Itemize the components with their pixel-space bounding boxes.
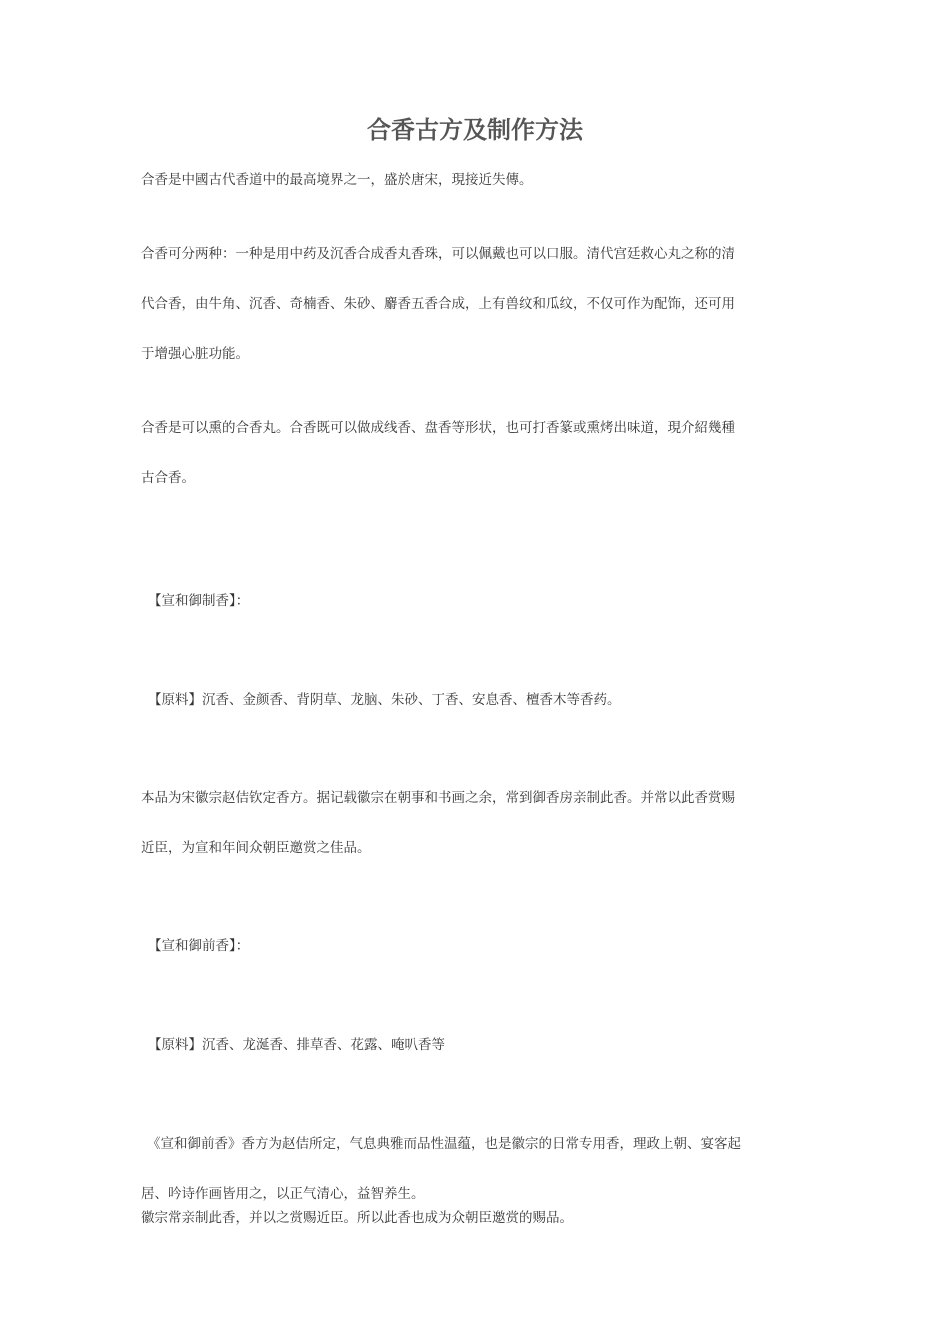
section-desc-line-2: 居、吟诗作画皆用之，以正气清心，益智养生。 <box>141 1186 425 1202</box>
section-ingredients-xuanhe-yuzhi: 【原料】沉香、金颜香、背阴草、龙脑、朱砂、丁香、安息香、檀香木等香药。 <box>148 692 621 708</box>
section-desc-line-1: 《宣和御前香》香方为赵佶所定，气息典雅而品性温蕴，也是徽宗的日常专用香，理政上朝、宴客起 <box>147 1136 741 1152</box>
incense-paragraph-line-1: 合香是可以熏的合香丸。合香既可以做成线香、盘香等形状，也可打香篆或熏烤出味道，現介紹幾種 <box>141 420 735 436</box>
section-heading-xuanhe-yuzhi: 【宣和御制香】： <box>148 593 250 609</box>
section-desc-line-3: 徽宗常亲制此香，并以之赏赐近臣。所以此香也成为众朝臣邀赏的赐品。 <box>141 1210 573 1226</box>
section-heading-xuanhe-yuqian: 【宣和御前香】： <box>148 938 250 954</box>
types-paragraph-line-2: 代合香，由牛角、沉香、奇楠香、朱砂、麝香五香合成，上有兽纹和瓜纹，不仅可作为配饰，还可用 <box>141 296 735 312</box>
intro-paragraph: 合香是中國古代香道中的最高境界之一，盛於唐宋，現接近失傳。 <box>141 172 533 188</box>
incense-paragraph-line-2: 古合香。 <box>141 470 195 486</box>
section-desc-line-2: 近臣，为宣和年间众朝臣邀赏之佳品。 <box>141 840 371 856</box>
section-desc-line-1: 本品为宋徽宗赵佶钦定香方。据记载徽宗在朝事和书画之余，常到御香房亲制此香。并常以此香赏赐 <box>141 790 735 806</box>
types-paragraph-line-1: 合香可分两种：一种是用中药及沉香合成香丸香珠，可以佩戴也可以口服。清代宫廷救心丸之称的清 <box>141 246 735 262</box>
section-ingredients-xuanhe-yuqian: 【原料】沉香、龙涎香、排草香、花露、唵叭香等 <box>148 1037 445 1053</box>
document-title: 合香古方及制作方法 <box>367 116 583 144</box>
types-paragraph-line-3: 于增强心脏功能。 <box>141 346 249 362</box>
